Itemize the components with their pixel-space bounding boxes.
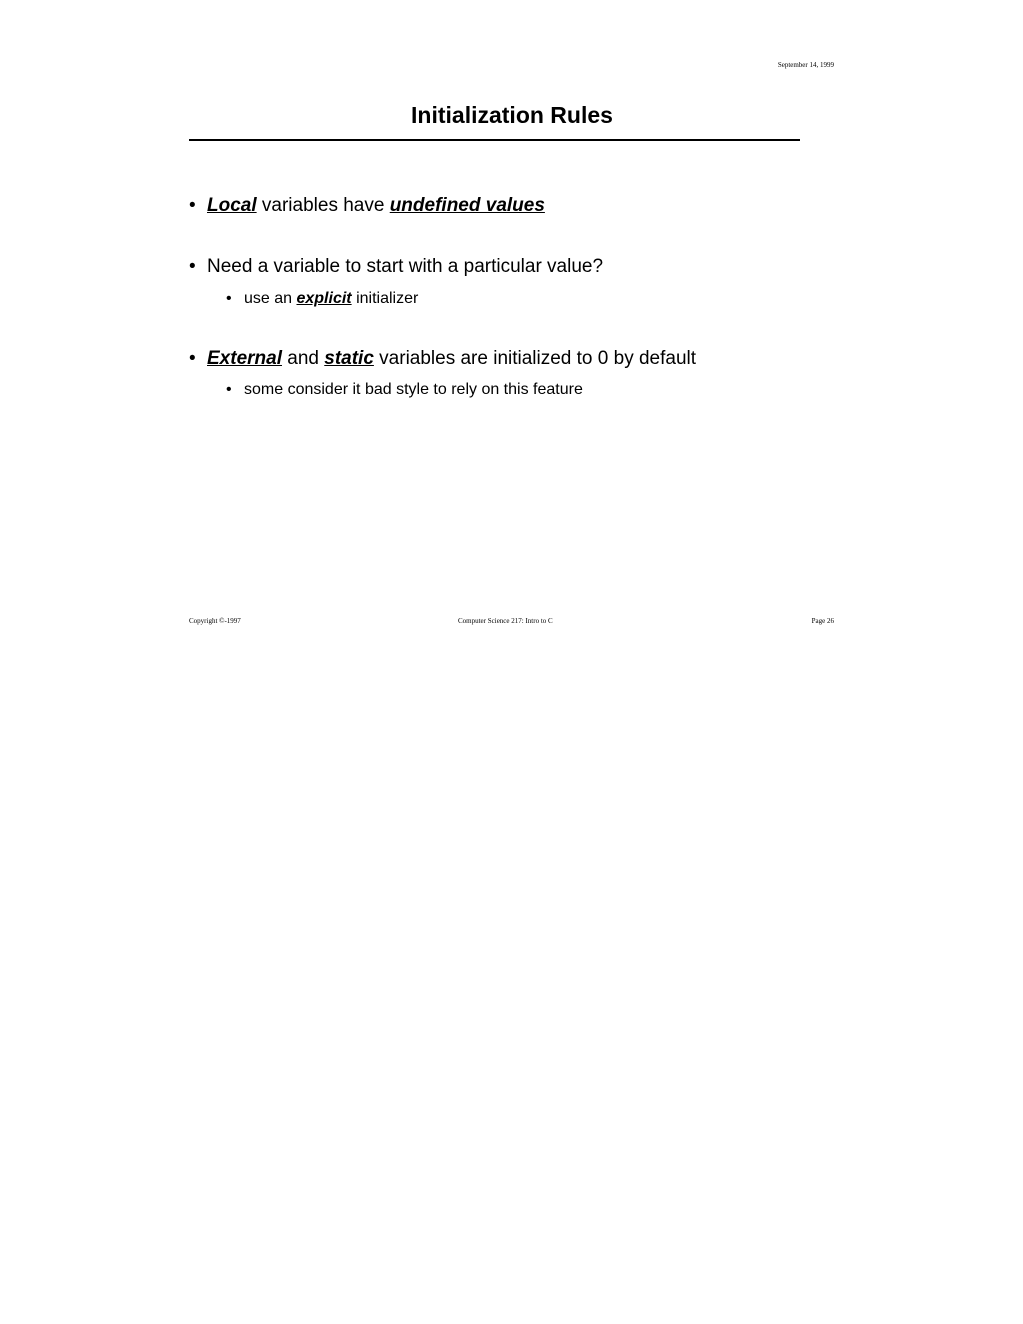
emphasis-static: static <box>324 348 374 369</box>
bullet-glyph: • <box>226 290 232 307</box>
emphasis-undefined-values: undefined values <box>389 195 545 216</box>
emphasis-external: External <box>207 348 282 369</box>
bullet-glyph: • <box>226 381 232 398</box>
bullet-text: variables are initialized to 0 by default <box>373 348 697 369</box>
page-title: Initialization Rules <box>411 102 613 128</box>
bullet-initial-value-question <box>189 255 603 279</box>
bullet-glyph: • <box>189 348 196 369</box>
emphasis-local: Local <box>207 195 257 216</box>
footer-copyright: Copyright ©-1997 <box>189 617 241 625</box>
bullet-local-variables <box>189 194 545 218</box>
sub-bullet-text: use an <box>244 290 297 307</box>
header-date: September 14, 1999 <box>777 61 834 69</box>
bullet-text: Need a variable to start with a particular value? <box>207 256 604 277</box>
bullet-external-static-variables <box>189 347 696 371</box>
bullet-text: and <box>281 348 325 369</box>
sub-bullet-text: some consider it bad style to rely on this feature <box>244 381 583 398</box>
bullet-text: variables have <box>256 195 390 216</box>
footer-course: Computer Science 217: Intro to C <box>458 617 553 625</box>
title-divider <box>189 139 800 141</box>
sub-bullet-bad-style <box>226 380 583 400</box>
bullet-glyph: • <box>189 256 196 277</box>
footer-page-number: Page 26 <box>811 617 834 625</box>
sub-bullet-explicit-initializer <box>226 289 418 309</box>
emphasis-explicit: explicit <box>296 290 352 307</box>
bullet-glyph: • <box>189 195 196 216</box>
sub-bullet-text: initializer <box>351 290 419 307</box>
